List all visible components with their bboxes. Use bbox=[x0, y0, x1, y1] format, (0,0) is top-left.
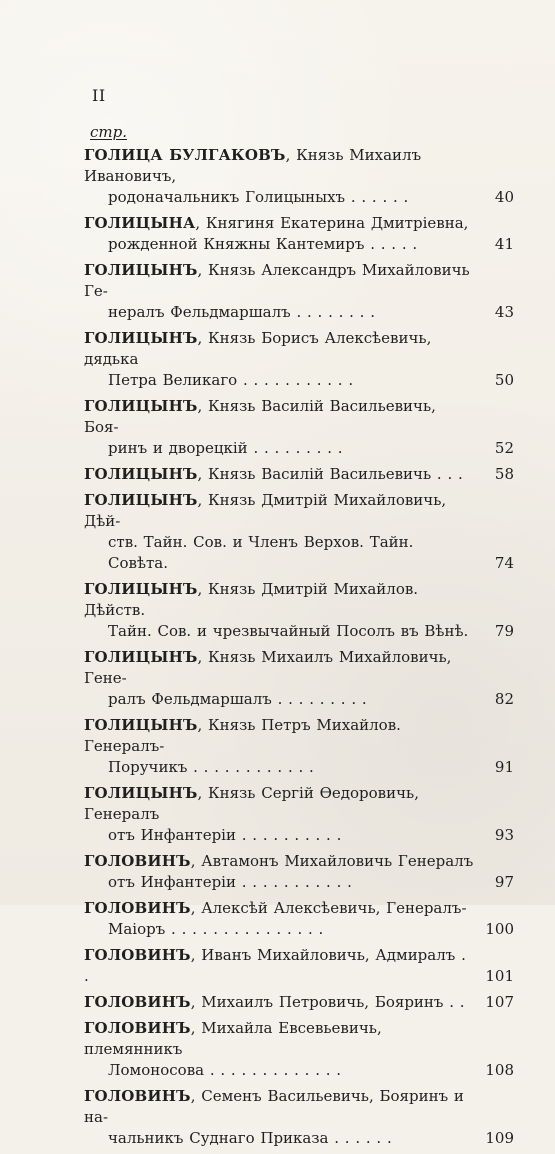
index-entry bbox=[84, 945, 514, 987]
entry-text bbox=[84, 579, 474, 642]
entry-line-1: , Князь Михаилъ Михайловичь, Гене- bbox=[84, 648, 452, 687]
entry-name: ГОЛОВИНЪ bbox=[84, 852, 191, 870]
entry-name: ГОЛИЦЫНЪ bbox=[84, 784, 198, 802]
entry-text bbox=[84, 396, 474, 459]
index-entry bbox=[84, 647, 514, 710]
entry-page-number: 43 bbox=[494, 303, 514, 321]
entry-text bbox=[84, 851, 474, 893]
index-entry bbox=[84, 464, 514, 485]
entry-line-1: , Князь Александръ Михайловичь Ге- bbox=[84, 261, 470, 300]
entry-line-1: , Княгиня Екатерина Дмитріевна, bbox=[195, 214, 469, 232]
index-entry bbox=[84, 579, 514, 642]
entry-name: ГОЛОВИНЪ bbox=[84, 993, 191, 1011]
entry-name: ГОЛИЦЫНЪ bbox=[84, 261, 198, 279]
entry-text bbox=[84, 715, 474, 778]
entry-line-1: , Князь Дмитрій Михайлов. Дѣйств. bbox=[84, 580, 419, 619]
entry-page-number: 50 bbox=[494, 371, 514, 389]
entry-page-number: 93 bbox=[494, 826, 514, 844]
entry-text bbox=[84, 260, 474, 323]
entry-text bbox=[84, 898, 474, 940]
entry-line-1: , Семенъ Васильевичь, Бояринъ и на- bbox=[84, 1087, 464, 1126]
entry-name: ГОЛОВИНЪ bbox=[84, 1019, 191, 1037]
entry-text bbox=[84, 213, 474, 255]
index-entry bbox=[84, 328, 514, 391]
entry-page-number: 52 bbox=[494, 439, 514, 457]
entry-line-1: , Алексѣй Алексѣевичь, Генералъ- bbox=[190, 899, 467, 917]
entry-line-1: , Михаилъ Петровичь, Бояринъ . . bbox=[190, 993, 465, 1011]
entry-line-2: ств. Тайн. Сов. и Членъ Верхов. Тайн. Совѣта. bbox=[108, 533, 414, 572]
entry-line-1: , Михайла Евсевьевичь, племянникъ bbox=[84, 1019, 382, 1058]
entry-text bbox=[84, 1086, 474, 1149]
entry-name: ГОЛИЦЫНЪ bbox=[84, 329, 198, 347]
entry-page-number: 108 bbox=[485, 1061, 514, 1079]
entry-name: ГОЛИЦЫНЪ bbox=[84, 465, 198, 483]
entry-line-2: родоначальникъ Голицыныхъ . . . . . . bbox=[108, 188, 409, 206]
entry-page-number: 91 bbox=[494, 758, 514, 776]
entry-page-number: 101 bbox=[485, 967, 514, 985]
entry-page-number: 74 bbox=[494, 554, 514, 572]
entry-name: ГОЛОВИНЪ bbox=[84, 946, 191, 964]
entry-line-2: отъ Инфантеріи . . . . . . . . . . bbox=[108, 826, 342, 844]
entry-line-2: Тайн. Сов. и чрезвычайный Посолъ въ Вѣнѣ. bbox=[108, 622, 469, 640]
entry-line-2: Маіоръ . . . . . . . . . . . . . . . bbox=[108, 920, 324, 938]
entry-page-number: 79 bbox=[494, 622, 514, 640]
entry-name: ГОЛИЦЫНЪ bbox=[84, 716, 198, 734]
index-entry bbox=[84, 490, 514, 574]
entry-line-1: , Князь Петръ Михайлов. Генералъ- bbox=[84, 716, 401, 755]
entry-text bbox=[84, 490, 474, 574]
entry-line-1: , Князь Борисъ Алексѣевичь, дядька bbox=[84, 329, 432, 368]
entry-line-2: Поручикъ . . . . . . . . . . . . bbox=[108, 758, 314, 776]
entry-page-number: 100 bbox=[485, 920, 514, 938]
section-label: стр. bbox=[90, 123, 127, 141]
index-entry bbox=[84, 851, 514, 893]
entry-name: ГОЛИЦА БУЛГАКОВЪ bbox=[84, 146, 286, 164]
entry-line-2: отъ Инфантеріи . . . . . . . . . . . bbox=[108, 873, 352, 891]
entry-page-number: 40 bbox=[494, 188, 514, 206]
entry-line-1: , Князь Василій Васильевичь, Боя- bbox=[84, 397, 436, 436]
entry-text bbox=[84, 992, 474, 1013]
entry-name: ГОЛОВИНЪ bbox=[84, 1087, 191, 1105]
entry-line-2: ринъ и дворецкій . . . . . . . . . bbox=[108, 439, 343, 457]
entry-line-1: , Князь Михаилъ Ивановичъ, bbox=[84, 146, 422, 185]
entry-text bbox=[84, 945, 474, 987]
index-entry bbox=[84, 1018, 514, 1081]
index-entry bbox=[84, 260, 514, 323]
page-number: II bbox=[92, 86, 106, 105]
entry-line-1: , Князь Василій Васильевичь . . . bbox=[197, 465, 463, 483]
entry-page-number: 107 bbox=[485, 993, 514, 1011]
entry-line-2: ралъ Фельдмаршалъ . . . . . . . . . bbox=[108, 690, 367, 708]
entry-line-2: рожденной Княжны Кантемиръ . . . . . bbox=[108, 235, 418, 253]
entry-line-2: нералъ Фельдмаршалъ . . . . . . . . bbox=[108, 303, 375, 321]
index-entry bbox=[84, 396, 514, 459]
entry-line-2: Петра Великаго . . . . . . . . . . . bbox=[108, 371, 354, 389]
entry-page-number: 109 bbox=[485, 1129, 514, 1147]
entry-name: ГОЛИЦЫНЪ bbox=[84, 397, 198, 415]
entry-name: ГОЛИЦЫНЪ bbox=[84, 491, 198, 509]
entry-name: ГОЛИЦЫНА bbox=[84, 214, 196, 232]
entry-line-2: Ломоносова . . . . . . . . . . . . . bbox=[108, 1061, 342, 1079]
entry-name: ГОЛОВИНЪ bbox=[84, 899, 191, 917]
entry-page-number: 97 bbox=[494, 873, 514, 891]
index-entry bbox=[84, 213, 514, 255]
entry-line-1: , Иванъ Михайловичь, Адмиралъ . . bbox=[84, 946, 466, 985]
entry-page-number: 58 bbox=[494, 465, 514, 483]
index-entry bbox=[84, 898, 514, 940]
entry-line-1: , Автамонъ Михайловичь Генералъ bbox=[190, 852, 474, 870]
entry-text bbox=[84, 1018, 474, 1081]
entry-text bbox=[84, 328, 474, 391]
index-entry bbox=[84, 715, 514, 778]
index-entry bbox=[84, 783, 514, 846]
entry-line-1: , Князь Дмитрій Михайловичь, Дѣй- bbox=[84, 491, 447, 530]
index-list bbox=[84, 145, 514, 1154]
entry-line-2: чальникъ Суднаго Приказа . . . . . . bbox=[108, 1129, 392, 1147]
index-entry bbox=[84, 1086, 514, 1149]
entry-line-1: , Князь Сергій Ѳедоровичь, Генералъ bbox=[84, 784, 419, 823]
entry-text bbox=[84, 145, 474, 208]
entry-text bbox=[84, 464, 474, 485]
entry-text bbox=[84, 647, 474, 710]
index-entry bbox=[84, 992, 514, 1013]
entry-page-number: 41 bbox=[494, 235, 514, 253]
entry-text bbox=[84, 783, 474, 846]
entry-name: ГОЛИЦЫНЪ bbox=[84, 580, 198, 598]
entry-name: ГОЛИЦЫНЪ bbox=[84, 648, 198, 666]
index-entry bbox=[84, 145, 514, 208]
entry-page-number: 82 bbox=[494, 690, 514, 708]
